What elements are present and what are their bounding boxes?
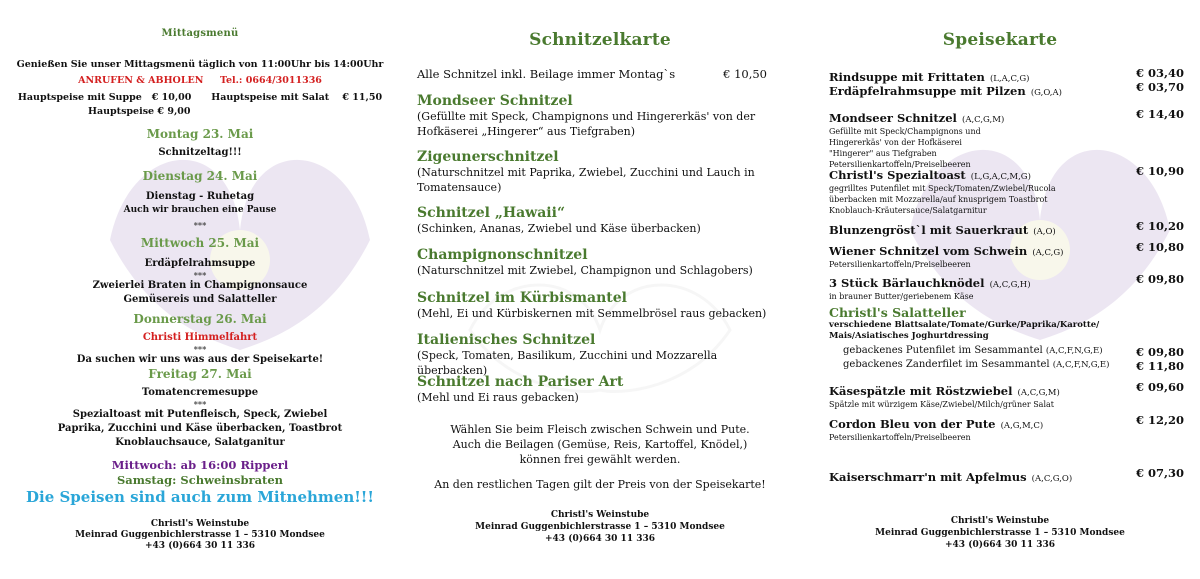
schnitzel-item [417, 332, 787, 378]
item-allergens: (A,C,G,O) [1031, 474, 1073, 484]
separator: *** [193, 344, 207, 354]
note-line: An den restlichen Tagen gilt der Preis von der Speisekarte! [434, 478, 766, 491]
item-price: € 09,80 [1135, 272, 1184, 286]
item-description: Petersilienkartoffeln/Preiselbeeren [829, 433, 971, 442]
menu-item [829, 272, 1184, 302]
item-allergens: (L,G,A,C,M,G) [970, 172, 1031, 182]
schnitzel-desc: (Speck, Tomaten, Basilikum, Zucchini und Mozzarella überbacken) [417, 349, 718, 377]
item-name: Erdäpfelrahmsuppe mit Pilzen [829, 84, 1026, 98]
item-allergens: (A,C,G,M) [1017, 388, 1060, 398]
day-heading: Donnerstag 26. Mai [133, 312, 267, 326]
footer-phone: +43 (0)664 30 11 336 [545, 534, 655, 544]
call-label: ANRUFEN & ABHOLEN [78, 75, 204, 86]
item-name: Käsespätzle mit Röstzwiebel [829, 384, 1013, 398]
day-dish: Spezialtoast mit Putenfleisch, Speck, Zwiebel [72, 409, 328, 420]
schnitzel-name: Italienisches Schnitzel [417, 332, 596, 348]
footer-phone: +43 (0)664 30 11 336 [145, 541, 255, 551]
separator: *** [193, 220, 207, 230]
item-allergens: (A,G,M,C) [1000, 421, 1044, 431]
day-heading: Freitag 27. Mai [148, 367, 252, 381]
note-line: Wählen Sie beim Fleisch zwischen Schwein und Pute. [450, 423, 750, 436]
day-dish: Knoblauchsauce, Salatganitur [115, 437, 285, 448]
option-allergens: (A,C,F,N,G,E) [1045, 346, 1103, 356]
item-description: in brauner Butter/geriebenem Käse [829, 292, 974, 301]
schnitzel-desc: (Naturschnitzel mit Paprika, Zwiebel, Zucchini und Lauch in Tomatensauce) [417, 166, 755, 194]
separator: *** [193, 399, 207, 409]
schnitzel-desc: (Gefüllte mit Speck, Champignons und Hingererkäs' von der Hofkäserei „Hingerer“ aus Tiefgraben) [417, 110, 756, 138]
item-description: Spätzle mit würzigem Käse/Zwiebel/Milch/grüner Salat [829, 400, 1054, 409]
footer-name: Christl's Weinstube [550, 510, 650, 520]
item-price: € 12,20 [1135, 413, 1184, 427]
salatteller-option [843, 359, 1184, 373]
item-price: € 09,60 [1135, 380, 1184, 394]
phone-number: Tel.: 0664/3011336 [219, 75, 322, 86]
item-allergens: (A,C,G,H) [989, 280, 1031, 290]
item-name: Mondseer Schnitzel [829, 111, 957, 125]
call-line [0, 75, 400, 86]
menu-item [829, 219, 1184, 238]
intro-text: Genießen Sie unser Mittagsmenü täglich von 11:00Uhr bis 14:00Uhr [16, 59, 384, 70]
day-heading: Mittwoch 25. Mai [140, 236, 260, 250]
day-dish: Zweierlei Braten in Champignonsauce [92, 280, 308, 291]
item-price: € 10,90 [1135, 164, 1184, 178]
item-price: € 10,20 [1135, 219, 1184, 233]
schnitzel-desc: (Mehl und Ei raus gebacken) [417, 391, 579, 404]
mittagsmenu-panel [0, 0, 400, 579]
item-price: € 10,80 [1135, 240, 1184, 254]
page-title: Mittagsmenü [161, 28, 239, 39]
option-price: € 11,80 [1135, 359, 1184, 373]
day-heading: Dienstag 24. Mai [142, 169, 258, 183]
schnitzel-name: Schnitzel „Hawaii“ [417, 205, 565, 221]
item-description: gegrilltes Putenfilet mit Speck/Tomaten/Zwiebel/Rucola überbacken mit Mozzarella/auf knusprigem Toastbrot Knoblauch-Kräutersauce/Salatgarnitur [829, 184, 1056, 215]
menu-item [829, 413, 1184, 443]
schnitzel-item [417, 93, 787, 139]
option-allergens: (A,C,F,N,G,E) [1052, 360, 1110, 370]
option-price: € 09,80 [1135, 345, 1184, 359]
day-heading: Montag 23. Mai [146, 127, 254, 141]
menu-item [829, 107, 1184, 170]
item-allergens: (A,C,G,M) [962, 115, 1005, 125]
salatteller-title: Christl's Salatteller [829, 305, 966, 320]
item-price: € 03,70 [1135, 80, 1184, 94]
item-name: Rindsuppe mit Frittaten [829, 70, 985, 84]
mittwoch-special: Mittwoch: ab 16:00 Ripperl [111, 458, 289, 472]
item-name: Blunzengröst`l mit Sauerkraut [829, 223, 1029, 237]
schnitzelkarte-panel [400, 0, 800, 579]
day-dish: Da suchen wir uns was aus der Speisekarte! [76, 354, 324, 365]
footer-address: Meinrad Guggenbichlerstrasse 1 – 5310 Mondsee [475, 522, 725, 532]
menu-item [829, 466, 1184, 485]
footer-name: Christl's Weinstube [150, 519, 250, 529]
schnitzel-name: Zigeunerschnitzel [417, 149, 559, 165]
option-name: gebackenes Putenfilet im Sesammantel [843, 345, 1043, 356]
day-dish: Dienstag - Ruhetag [145, 191, 255, 202]
schnitzel-name: Champignonschnitzel [417, 247, 588, 263]
schnitzel-item [417, 205, 787, 236]
day-dish: Gemüsereis und Salatteller [123, 294, 277, 305]
schnitzel-item [417, 290, 787, 321]
schnitzel-name: Schnitzel im Kürbismantel [417, 290, 627, 306]
separator: *** [193, 270, 207, 280]
schnitzel-name: Schnitzel nach Pariser Art [417, 374, 624, 390]
item-name: Wiener Schnitzel vom Schwein [829, 244, 1028, 258]
item-name: 3 Stück Bärlauchknödel [829, 276, 985, 290]
intro-row [417, 67, 767, 81]
item-allergens: (A,O) [1033, 227, 1056, 237]
page-title: Speisekarte [942, 30, 1058, 50]
item-name: Kaiserschmarr'n mit Apfelmus [829, 470, 1027, 484]
schnitzel-item [417, 149, 787, 195]
salatteller-section [829, 305, 1184, 342]
item-description: Gefüllte mit Speck/Champignons und Hingererkäs' von der Hofkäserei "Hingerer" aus Tiefgraben Petersilienkartoffeln/Preiselbeeren [829, 127, 981, 169]
item-allergens: (G,O,A) [1030, 88, 1062, 98]
day-dish: Schnitzeltag!!! [158, 147, 242, 158]
menu-item [829, 80, 1184, 99]
footer-phone: +43 (0)664 30 11 336 [945, 540, 1055, 550]
day-dish: Tomatencremesuppe [141, 387, 259, 398]
item-price: € 14,40 [1135, 107, 1184, 121]
day-dish: Paprika, Zucchini und Käse überbacken, Toastbrot [57, 423, 343, 434]
footer-name: Christl's Weinstube [950, 516, 1050, 526]
schnitzel-item [417, 374, 787, 405]
schnitzel-desc: (Mehl, Ei und Kürbiskernen mit Semmelbrösel raus gebacken) [417, 307, 767, 320]
schnitzel-item [417, 247, 787, 278]
menu-item [829, 240, 1184, 270]
intro-text: Alle Schnitzel inkl. Beilage immer Montag`s [417, 67, 676, 81]
salatteller-option [843, 345, 1184, 359]
footer-address: Meinrad Guggenbichlerstrasse 1 – 5310 Mondsee [875, 528, 1125, 538]
footer-address: Meinrad Guggenbichlerstrasse 1 – 5310 Mondsee [75, 530, 325, 540]
takeaway-note: Die Speisen sind auch zum Mitnehmen!!! [26, 488, 374, 506]
salatteller-desc: verschiedene Blattsalate/Tomate/Gurke/Paprika/Karotte/ [829, 320, 1100, 330]
item-name: Christl's Spezialtoast [829, 168, 966, 182]
item-description: Petersilienkartoffeln/Preiselbeeren [829, 260, 971, 269]
samstag-special: Samstag: Schweinsbraten [116, 473, 284, 487]
schnitzel-name: Mondseer Schnitzel [417, 93, 573, 109]
intro-price: € 10,50 [723, 67, 767, 81]
item-allergens: (A,C,G) [1032, 248, 1064, 258]
speisekarte-panel [800, 0, 1200, 579]
salatteller-desc: Mais/Asiatisches Joghurtdressing [829, 331, 989, 341]
day-dish: Auch wir brauchen eine Pause [123, 205, 277, 215]
schnitzel-desc: (Naturschnitzel mit Zwiebel, Champignon und Schlagobers) [417, 264, 753, 277]
menu-item [829, 380, 1184, 410]
menu-item [829, 164, 1184, 216]
item-price: € 07,30 [1135, 466, 1184, 480]
item-allergens: (L,A,C,G) [989, 74, 1030, 84]
note-line: Auch die Beilagen (Gemüse, Reis, Kartoffel, Knödel,) [452, 438, 748, 451]
day-dish: Christi Himmelfahrt [142, 332, 258, 343]
day-dish: Erdäpfelrahmsuppe [144, 258, 256, 269]
page-title: Schnitzelkarte [529, 30, 671, 50]
item-name: Cordon Bleu von der Pute [829, 417, 996, 431]
price-line-2: Hauptspeise € 9,00 [88, 106, 191, 117]
price-line-1: Hauptspeise mit Suppe € 10,00 Hauptspeise mit Salat € 11,50 [17, 92, 383, 103]
item-price: € 03,40 [1135, 66, 1184, 80]
note-line: können frei gewählt werden. [519, 453, 681, 466]
option-name: gebackenes Zanderfilet im Sesammantel [843, 359, 1050, 370]
schnitzel-desc: (Schinken, Ananas, Zwiebel und Käse überbacken) [417, 222, 701, 235]
